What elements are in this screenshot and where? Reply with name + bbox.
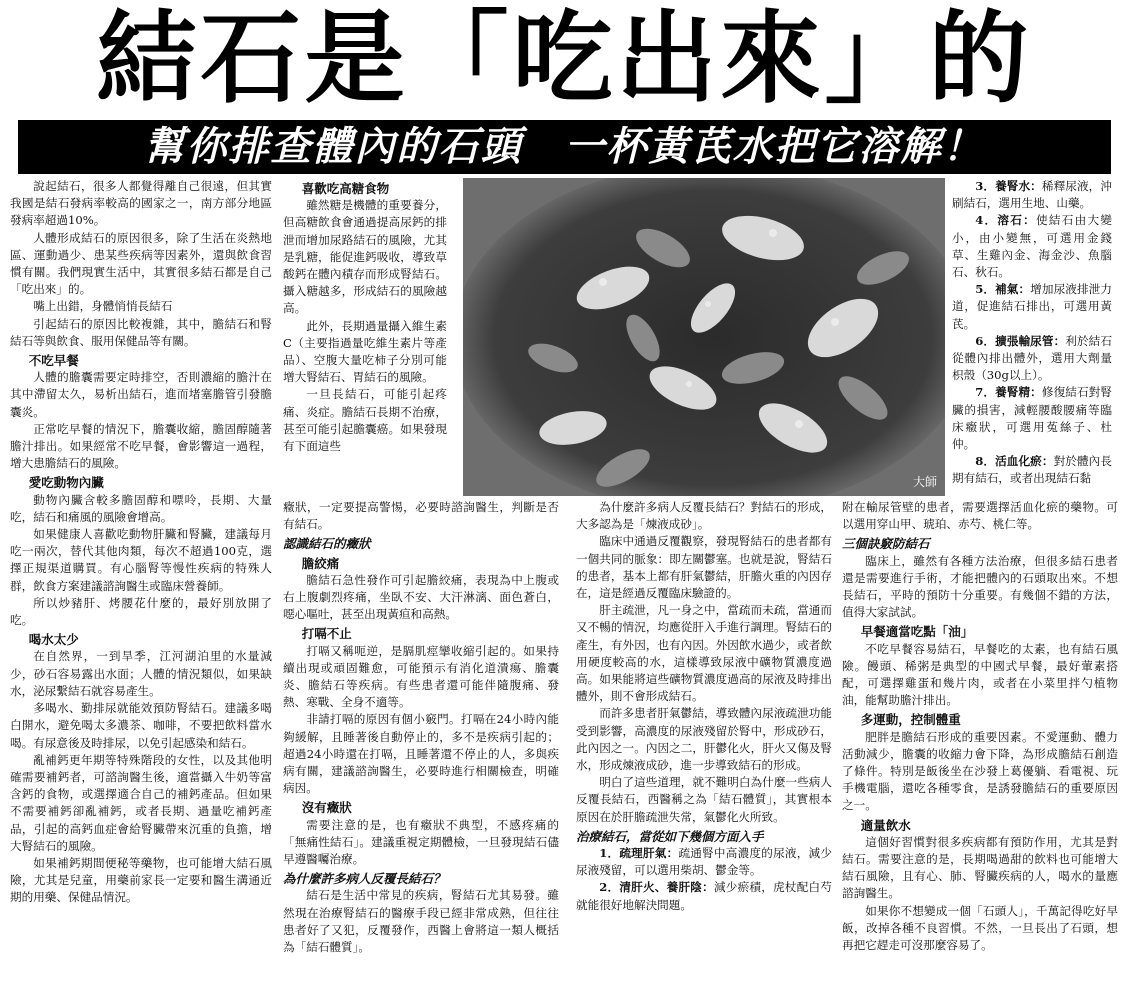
paragraph: 而許多患者肝氣鬱結，導致體內尿液疏泄功能受到影響，高濃度的尿液殘留於腎中，形成砂石，此內因之一。內因之二，肝鬱化火，肝火又傷及腎水，形成煉液成砂，進一步導致結石的形成。 [576,706,832,773]
paragraph: 結石是生活中常見的疾病，腎結石尤其易發。雖然現在治療腎結石的醫療手段已經非常成熟，但往往患者好了又犯，反覆發作，西醫上會將這一類人概括為「結石體質」。 [283,888,559,955]
photo-watermark: 大師 [912,475,937,489]
paragraph: 動物內臟含較多膽固醇和嘌呤，長期、大量吃，結石和痛風的風險會增高。 [10,492,272,524]
numbered-item [952,453,1112,487]
paragraph: 如果你不想變成一個「石頭人」，千萬記得吃好早飯，改掉各種不良習慣。不然，一旦長出了石頭，想再把它趕走可沒那麼容易了。 [842,903,1118,953]
numbered-item [576,845,832,879]
paragraph: 多喝水、勤排尿就能效預防腎結石。建議多喝白開水，避免喝太多濃茶、咖啡，不要把飲料當水喝。有尿意後及時排尿，以免引起感染和結石。 [10,701,272,750]
article-column-4-top [952,178,1112,488]
numbered-item-text: 減少瘀積，虎杖配白芍就能很好地解決問題。 [576,880,832,912]
section-heading: 膽絞痛 [301,555,340,571]
numbered-item-label: 1．疏理肝氣： [599,846,679,861]
numbered-item [952,212,1112,281]
numbered-item [952,333,1112,385]
paragraph: 臨床上，雖然有各種方法治療，但很多結石患者還是需要進行手術，才能把體內的石頭取出來。不想長結石，平時的預防十分重要。有幾個不錯的方法，值得大家試試。 [842,553,1118,620]
paragraph-continued: 癥狀，一定要提高警惕，必要時諮詢醫生，判斷是否有結石。 [283,500,559,532]
paragraph: 亂補鈣更年期等特殊階段的女性，以及其他明確需要補鈣者，可諮詢醫生後，適當攝入牛奶等富含鈣的食物，或選擇適合自己的補鈣產品。但如果不需要補鈣卻亂補鈣，或者長期、過量吃補鈣產品，引起的高鈣血症會給腎臟帶來沉重的負擔，增大腎結石的風險。 [10,752,272,853]
paragraph: 說起結石，很多人都覺得離自己很遠，但其實我國是結石發病率較高的國家之一，南方部分地區發病率超過10%。 [10,179,272,228]
numbered-item-label: 8．活血化瘀： [975,454,1054,469]
paragraph: 正常吃早餐的情況下，膽囊收縮，膽固醇隨著膽汁排出。如果經常不吃早餐，會影響這一過程，增大患膽結石的風險。 [10,421,272,471]
section-title: 治療結石，當從如下幾個方面入手 [576,828,764,844]
numbered-item [952,384,1112,453]
headline: 結石是「吃出來」的 [96,0,1033,117]
paragraph: 肝主疏泄，凡一身之中，當疏而未疏，當通而又不暢的情況，均應從肝入手進行調理。腎結石的產生，有外因，也有內因。外因飲水過少，或者飲用硬度較高的水，這樣導致尿液中礦物質濃度過高。如果能將這些礦物質濃度過高的尿液及時排出體外，則不會形成結石。 [576,603,832,704]
numbered-item-label: 7．養腎精： [975,385,1042,400]
section-heading: 喝水太少 [28,632,79,648]
numbered-item-label: 4．溶石： [975,213,1037,228]
section-title: 三個訣竅防結石 [842,536,930,552]
numbered-item [576,879,832,913]
numbered-item-text: 增加尿液排泄力道，促進結石排出，可選用黃芪。 [952,282,1112,331]
paragraph: 在自然界，一到旱季，江河湖泊里的水量減少，砂石容易露出水面；人體的情況類似，如果缺水，泌尿繫結石就容易產生。 [10,649,272,698]
paragraph: 嘴上出錯，身體悄悄長結石 [33,299,173,314]
section-heading: 早餐適當吃點「油」 [860,624,974,640]
paragraph: 一旦長結石，可能引起疼痛、炎症。膽結石長期不治療，甚至可能引起膽囊癌。如果發現有下面這些 [283,387,447,454]
paragraph: 引起結石的原因比較複雜，其中，膽結石和腎結石等與飲食、服用保健品等有關。 [10,316,272,348]
paragraph: 如果健康人喜歡吃動物肝臟和腎臟，建議每月吃一兩次，替代其他肉類，每次不超過100克，選擇正規渠道購買。有心腦腎等慢性疾病的特殊人群，飲食方案建議諮詢醫生或臨床營養師。 [10,527,272,593]
subheadline: 幫你排查體內的石頭 一杯黃芪水把它溶解！ [18,120,1111,174]
article-column-2-bottom [283,499,559,956]
numbered-item-label: 3．養腎水： [975,179,1042,193]
numbered-item-label: 5．補氣： [975,282,1031,297]
section-heading: 不吃早餐 [28,353,79,369]
numbered-item-text: 疏通腎中高濃度的尿液，減少尿液殘留，可以選用柴胡、鬱金等。 [576,846,832,878]
numbered-item-text: 修復結石對腎臟的損害，減輕腰酸腰痛等臨床癥狀，可選用菟絲子、杜仲。 [952,385,1112,452]
article-column-2 [283,178,447,455]
article-column-1 [10,178,272,907]
numbered-item-text: 利於結石從體內排出體外，選用大劑量枳殼（30g以上）。 [952,333,1112,383]
paragraph: 這個好習慣對很多疾病都有預防作用，尤其是對結石。需要注意的是，長期喝過甜的飲料也可能增大結石風險，且有心、肺、腎臟疾病的人，喝水的量應諮詢醫生。 [842,834,1118,901]
numbered-item-label: 2．清肝火、養肝陰： [599,880,714,895]
paragraph: 為什麼許多病人反覆長結石？對結石的形成，大多認為是「煉液成砂」。 [576,500,832,532]
paragraph: 雖然糖是機體的重要養分，但高糖飲食會通過提高尿鈣的排泄而增加尿路結石的風險，尤其是乳糖，能促進鈣吸收，導致草酸鈣在體內積存而形成腎結石。攝入糖越多，形成結石的風險越高。 [283,198,447,316]
section-title: 認識結石的癥狀 [283,536,371,552]
stir-fry-image [463,178,945,496]
article-column-3 [576,499,832,914]
paragraph: 明白了這些道理，就不難明白為什麼一些病人反覆長結石，西醫稱之為「結石體質」，其實根本原因在於肝膽疏泄失常，氣鬱化火所致。 [576,775,832,824]
numbered-item-text: 稀釋尿液，沖刷結石，選用生地、山藥。 [952,179,1112,211]
numbered-item-text: 對於體內長期有結石，或者出現結石黏 [952,454,1112,486]
section-heading: 打嗝不止 [301,626,352,642]
numbered-item [952,281,1112,333]
numbered-item-text: 使結石由大變小，由小變無，可選用金錢草、生雞內金、海金沙、魚腦石、秋石。 [952,213,1112,280]
section-heading: 沒有癥狀 [301,800,352,816]
paragraph: 不吃早餐容易結石，早餐吃的太素，也有結石風險。饅頭、稀粥是典型的中國式早餐，最好葷素搭配，可選擇雞蛋和幾片肉，或者在小菜里拌勺植物油，能幫助膽汁排出。 [842,641,1118,708]
section-heading: 適量飲水 [860,817,911,833]
paragraph: 打嗝又稱呃逆，是膈肌痙攣收縮引起的。如果持續出現或頑固難愈，可能預示有消化道潰瘍、膽囊炎、膽結石等疾病。有些患者還可能伴隨腹痛、發熱、寒戰、全身不適等。 [283,643,559,710]
paragraph: 非請打嗝的原因有個小竅門。打嗝在24小時內能夠緩解，且睡著後自動停止的，多不是疾病引起的；超過24小時還在打嗝，且睡著還不停止的人，多與疾病有關，建議諮詢醫生，必要時進行相關檢查，明確病因。 [283,712,559,796]
paragraph: 膽結石急性發作可引起膽絞痛，表現為中上腹或右上腹劇烈疼痛，坐臥不安、大汗淋漓、面色蒼白，噁心嘔吐，甚至出現黃疸和高熱。 [283,572,559,622]
paragraph: 如果補鈣期間便秘等藥物，也可能增大結石風險，尤其是兒童，用藥前家長一定要和醫生溝通近期的用藥、保健品情況。 [10,855,272,905]
food-photo [463,178,945,496]
paragraph: 需要注意的是，也有癥狀不典型，不感疼痛的「無痛性結石」。建議重視定期體檢，一旦發現結石儘早遵醫囑治療。 [283,817,559,867]
paragraph: 人體的膽囊需要定時排空，否則濃縮的膽汁在其中滯留太久，易析出結石，進而堵塞膽管引發膽囊炎。 [10,370,272,419]
paragraph: 所以炒豬肝、烤腰花什麼的，最好別放開了吃。 [10,595,272,628]
paragraph: 臨床中通過反覆觀察，發現腎結石的患者都有一個共同的脈象：即左關鬱塞。也就是說，腎結石的患者，基本上都有肝氣鬱結，肝膽火重的內因存在，這是經過反覆臨床驗證的。 [576,534,832,601]
paragraph: 肥胖是膽結石形成的重要因素。不愛運動、體力活動減少，膽囊的收縮力會下降，為形成膽結石創造了條件。特別是飯後坐在沙發上葛優躺、看電視、玩手機電腦，還吃各種零食，是誘發膽結石的重要原因之一。 [842,729,1118,813]
article-column-4-bottom [842,499,1118,954]
paragraph-continued: 附在輸尿管壁的患者，需要選擇活血化瘀的藥物。可以選用穿山甲、琥珀、赤芍、桃仁等。 [842,500,1118,532]
section-heading: 多運動，控制體重 [860,712,961,728]
numbered-item [952,178,1112,212]
paragraph: 此外，長期過量攝入維生素C（主要指過量吃維生素片等產品）、空腹大量吃柿子分別可能增大腎結石、胃結石的風險。 [283,318,447,385]
section-title: 為什麼許多病人反覆長結石？ [283,871,446,887]
numbered-item-label: 6．擴張輸尿管： [975,333,1066,348]
section-heading: 喜歡吃高糖食物 [301,181,390,196]
paragraph: 人體形成結石的原因很多，除了生活在炎熱地區、運動過少、患某些疾病等因素外，還與飲食習慣有關。我們現實生活中，其實很多結石都是自己「吃出來」的。 [10,230,272,297]
section-heading: 愛吃動物內臟 [28,475,104,491]
